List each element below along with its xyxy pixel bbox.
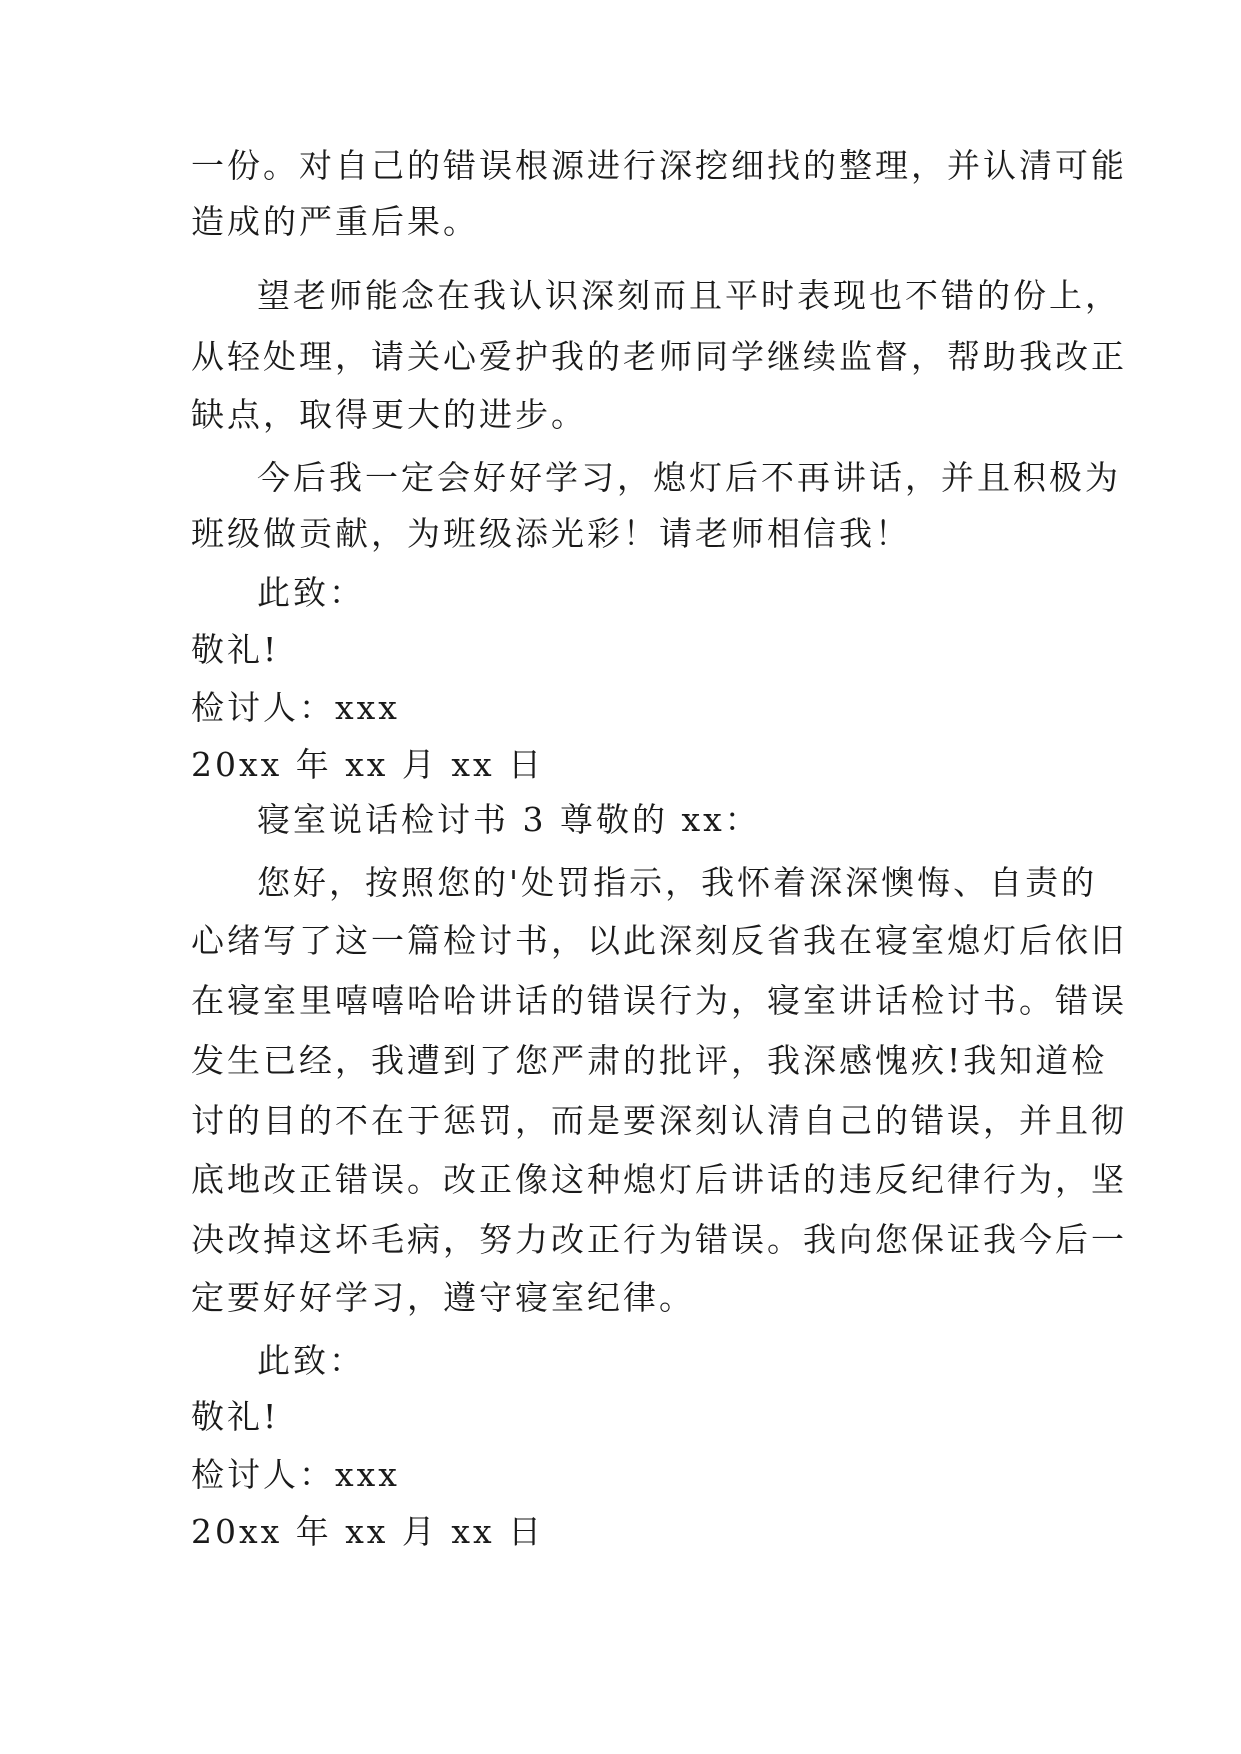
- paragraph-line: 从轻处理，请关心爱护我的老师同学继续监督，帮助我改正: [191, 337, 1127, 376]
- signature-date: 20xx 年 xx 月 xx 日: [191, 1512, 545, 1551]
- paragraph-line: 心绪写了这一篇检讨书，以此深刻反省我在寝室熄灯后依旧: [191, 921, 1127, 960]
- paragraph-line: 您好，按照您的'处罚指示，我怀着深深懊悔、自责的: [257, 863, 1098, 902]
- paragraph-line: 在寝室里嘻嘻哈哈讲话的错误行为，寝室讲话检讨书。错误: [191, 981, 1127, 1020]
- section-heading: 寝室说话检讨书 3 尊敬的 xx：: [257, 800, 761, 839]
- salutation-respect: 敬礼!: [191, 630, 280, 669]
- paragraph-line: 发生已经，我遭到了您严肃的批评，我深感愧疚!我知道检: [191, 1041, 1108, 1080]
- salutation-closing: 此致：: [257, 1341, 365, 1380]
- paragraph-line: 决改掉这坏毛病，努力改正行为错误。我向您保证我今后一: [191, 1220, 1127, 1259]
- signature-author: 检讨人：xxx: [191, 1455, 400, 1494]
- paragraph-line: 班级做贡献，为班级添光彩！请老师相信我！: [191, 514, 911, 553]
- paragraph-line: 造成的严重后果。: [191, 202, 479, 241]
- paragraph-line: 今后我一定会好好学习，熄灯后不再讲话，并且积极为: [257, 458, 1121, 497]
- paragraph-line: 底地改正错误。改正像这种熄灯后讲话的违反纪律行为，坚: [191, 1160, 1127, 1199]
- paragraph-line: 望老师能念在我认识深刻而且平时表现也不错的份上，: [257, 276, 1121, 315]
- paragraph-line: 一份。对自己的错误根源进行深挖细找的整理，并认清可能: [191, 146, 1127, 185]
- salutation-respect: 敬礼!: [191, 1397, 280, 1436]
- salutation-closing: 此致：: [257, 573, 365, 612]
- paragraph-line: 定要好好学习，遵守寝室纪律。: [191, 1278, 695, 1317]
- signature-author: 检讨人：xxx: [191, 688, 400, 727]
- paragraph-line: 讨的目的不在于惩罚，而是要深刻认清自己的错误，并且彻: [191, 1101, 1127, 1140]
- signature-date: 20xx 年 xx 月 xx 日: [191, 745, 545, 784]
- paragraph-line: 缺点，取得更大的进步。: [191, 395, 587, 434]
